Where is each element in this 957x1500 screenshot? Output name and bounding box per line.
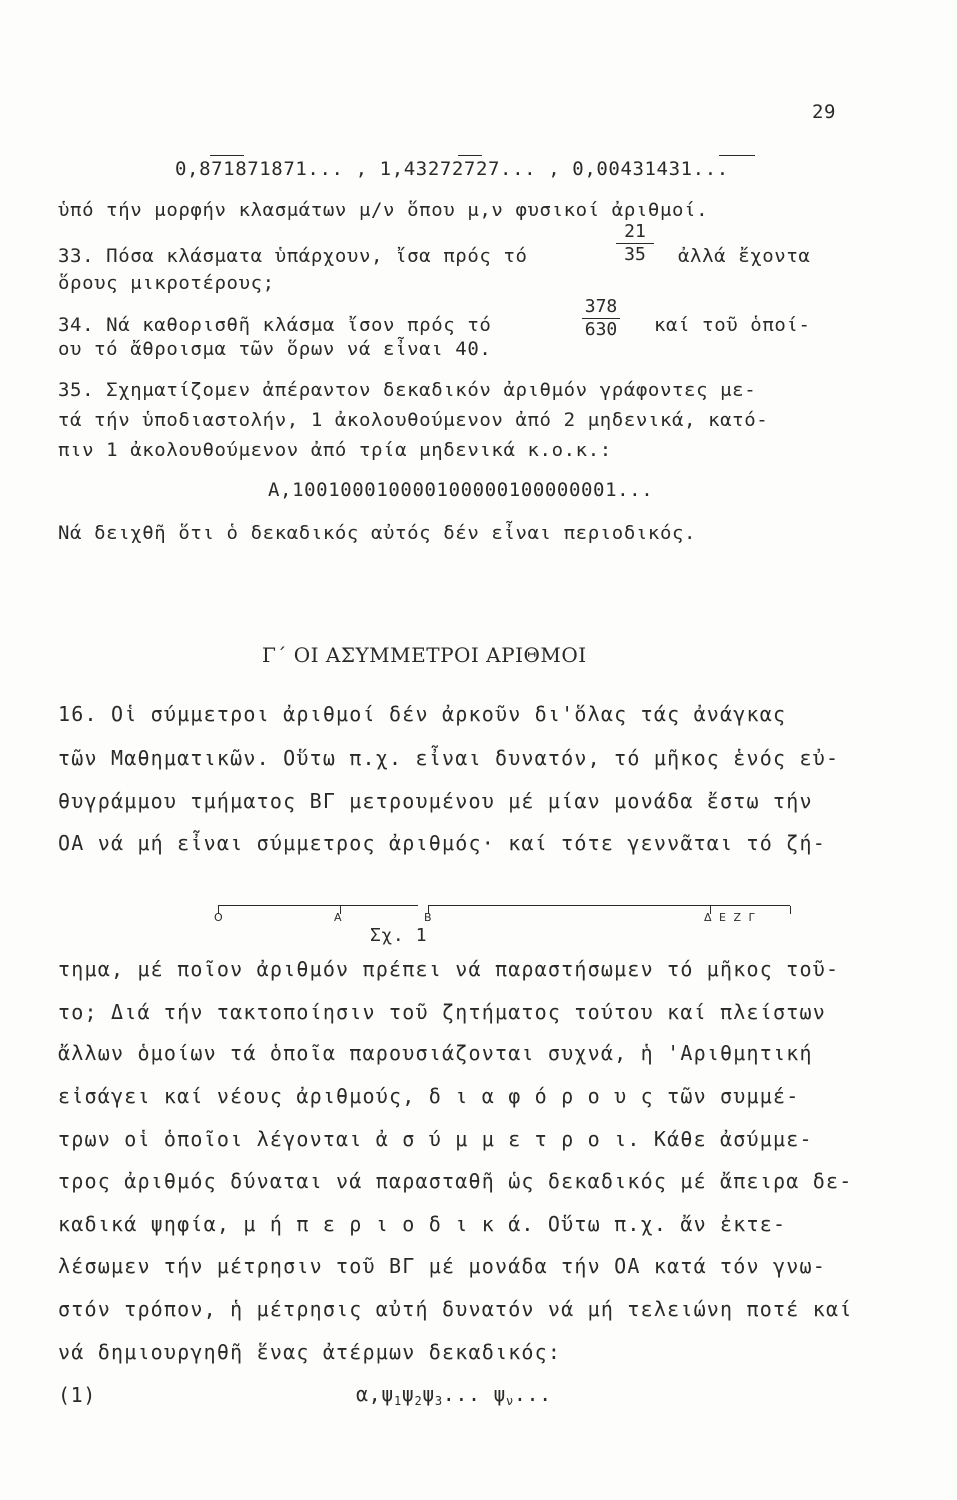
psi-symbol: ψ <box>401 1382 415 1406</box>
fraction-numerator: 378 <box>584 296 618 317</box>
figure-caption: Σχ. 1 <box>370 925 428 946</box>
paragraph-line: εἰσάγει καί νέους ἀριθμούς, δ ι α φ ό ρ ο υ ς τῶν συμμέ- <box>58 1084 800 1108</box>
label-a: Α <box>334 911 344 924</box>
period-bar-3 <box>719 155 755 156</box>
exercise-line-repeating-decimals: 0,871871871... , 1,43272727... , 0,00431431... <box>175 158 729 180</box>
paragraph-line: θυγράμμου τμήματος ΒΓ μετρουμένου μέ μίαν μονάδα ἔστω τήν <box>58 789 813 813</box>
paragraph-line: στόν τρόπον, ἡ μέτρησις αὐτή δυνατόν νά μή τελειώνη ποτέ καί <box>58 1297 853 1321</box>
exercise-33: 33. Πόσα κλάσματα ὑπάρχουν, ἴσα πρός τό <box>58 245 528 267</box>
subscript-nu: ν <box>506 1394 514 1408</box>
psi-symbol: ψ <box>493 1382 506 1406</box>
exercise-34-end: καί τοῦ ὁποί- <box>654 314 811 336</box>
page-number: 29 <box>812 101 837 123</box>
paragraph-line: τῶν Μαθηματικῶν. Οὕτω π.χ. εἶναι δυνατόν, τό μῆκος ἑνός εὐ- <box>58 746 840 770</box>
paragraph-line: ἄλλων ὁμοίων τά ὁποῖα παρουσιάζονται συχνά, ἡ 'Αριθμητική <box>58 1041 813 1065</box>
subscript-1: 1 <box>393 1394 402 1408</box>
section-heading: Γ΄ ΟΙ ΑΣΥΜΜΕΤΡΟΙ ΑΡΙΘΜΟΙ <box>262 643 587 667</box>
paragraph-line: ΟΑ νά μή εἶναι σύμμετρος ἀριθμός· καί τότε γεννᾶται τό ζή- <box>58 831 826 855</box>
decimal-number: Α,100100010000100000100000001... <box>268 479 654 501</box>
label-o: Ο <box>214 911 225 924</box>
fraction-numerator: 21 <box>624 221 646 242</box>
exercise-34: 34. Νά καθορισθῆ κλάσμα ἴσον πρός τό <box>58 314 492 336</box>
formula-number: (1) <box>58 1383 96 1407</box>
fraction-21-35 <box>616 222 654 265</box>
psi-symbol: ψ <box>422 1382 435 1406</box>
fraction-378-630 <box>582 297 620 340</box>
paragraph-line: 16. Οἱ σύμμετροι ἀριθμοί δέν ἀρκοῦν δι'ὅλας τάς ἀνάγκας <box>58 702 787 726</box>
ellipsis: ... <box>442 1382 481 1406</box>
segment-bg <box>428 905 790 906</box>
period-bar-2 <box>458 155 482 156</box>
paragraph-line: λέσωμεν τήν μέτρησιν τοῦ ΒΓ μέ μονάδα τήν ΟΑ κατά τόν γνω- <box>58 1254 826 1278</box>
paragraph-line: τημα, μέ ποῖον ἀριθμόν πρέπει νά παραστήσωμεν τό μῆκος τοῦ- <box>58 957 840 981</box>
exercise-line: ὑπό τήν μορφήν κλασμάτων μ/ν ὅπου μ,ν φυσικοί ἀριθμοί. <box>58 199 709 221</box>
period-bar-1 <box>210 155 244 156</box>
paragraph-line: νά δημιουργηθῆ ἕνας ἀτέρμων δεκαδικός: <box>58 1340 562 1364</box>
paragraph-line: το; Διά τήν τακτοποίησιν τοῦ ζητήματος τούτου καί πλείστων <box>58 1000 826 1024</box>
subscript-2: 2 <box>414 1394 423 1408</box>
label-dezg: Δ Ε Ζ Γ <box>704 911 757 924</box>
exercise-line: ὅρους μικροτέρους; <box>58 272 275 294</box>
exercise-line: ου τό ἄθροισμα τῶν ὅρων νά εἶναι 40. <box>58 338 492 360</box>
paragraph-line: τρος ἀριθμός δύναται νά παρασταθῆ ὡς δεκαδικός μέ ἄπειρα δε- <box>58 1169 853 1193</box>
formula-expression <box>356 1382 552 1413</box>
label-b: Β <box>424 911 434 924</box>
fraction-denominator: 35 <box>624 244 646 265</box>
fraction-denominator: 630 <box>584 319 618 340</box>
formula-prefix: α, <box>356 1382 382 1406</box>
exercise-line: Νά δειχθῆ ὅτι ὁ δεκαδικός αὐτός δέν εἶναι περιοδικός. <box>58 522 697 544</box>
psi-symbol: ψ <box>381 1382 394 1406</box>
exercise-line: τά τήν ὑποδιαστολήν, 1 ἀκολουθούμενον ἀπό 2 μηδενικά, κατό- <box>58 409 769 431</box>
segment-oa <box>218 905 418 906</box>
exercise-35: 35. Σχηματίζομεν ἀπέραντον δεκαδικόν ἀριθμόν γράφοντες με- <box>58 379 757 401</box>
paragraph-line: τρων οἱ ὁποῖοι λέγονται ἀ σ ύ μ μ ε τ ρ ο ι. Κάθε ἀσύμμε- <box>58 1127 813 1151</box>
exercise-line: πιν 1 ἀκολουθούμενον ἀπό τρία μηδενικά κ.ο.κ.: <box>58 439 612 461</box>
paragraph-line: καδικά ψηφία, μ ή π ε ρ ι ο δ ι κ ά. Οὕτω π.χ. ἄν ἐκτε- <box>58 1212 787 1236</box>
ellipsis: ... <box>513 1382 552 1406</box>
subscript-3: 3 <box>434 1394 443 1408</box>
exercise-33-end: ἀλλά ἔχοντα <box>678 245 811 267</box>
tick-g <box>790 906 791 914</box>
